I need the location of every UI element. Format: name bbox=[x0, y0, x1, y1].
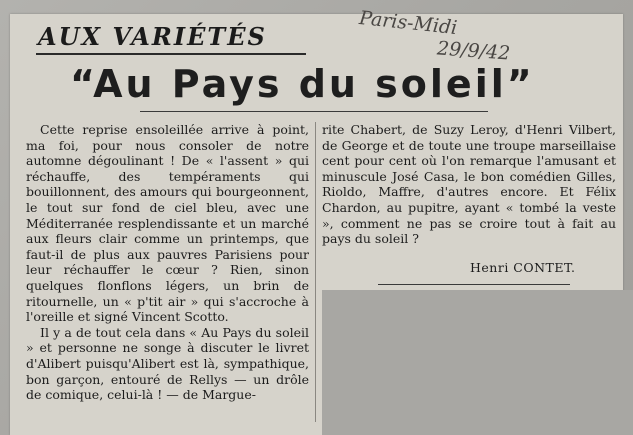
handwritten-date: 29/9/42 bbox=[436, 37, 511, 65]
article-paragraph: Cette reprise ensoleillée arrive à point, ma foi, pour nous consoler de notre automne dégoulinant ! De « l'assent » qui réchauffe, des tempéraments qui bouillonnent, des amours qui bourgeonnent, le tout sur fond de ciel bleu, avec une Méditerranée resplendissante et un marché aux fleurs clair comme un printemps, que faut-il de plus aux pauvres Parisiens pour leur réchauffer le cœur ? Rien, sinon quelques flonflons légers, un brin de ritournelle, un « p'tit air » qui s'accroche à l'oreille et signé Vincent Scotto. bbox=[26, 122, 309, 325]
column-divider bbox=[315, 122, 316, 422]
article-author: Henri CONTET. bbox=[470, 260, 576, 275]
handwritten-annotation bbox=[355, 6, 555, 70]
article-paragraph: rite Chabert, de Suzy Leroy, d'Henri Vilbert, de George et de toute une troupe marseillaise cent pour cent où l'on remarque l'amusant et minuscule José Casa, le bon comédien Gilles, Rioldo, Maffre, d'autres encore. Et Félix Chardon, au pupitre, ayant « tombé la veste », comment ne pas se croire tout à fait au pays du soleil ? bbox=[322, 122, 616, 247]
article-column-right bbox=[322, 122, 616, 247]
article-column-left bbox=[26, 122, 309, 403]
headline-rule bbox=[140, 111, 488, 112]
clipping-cut-area bbox=[322, 290, 633, 435]
handwritten-source: Paris-Midi bbox=[358, 6, 459, 40]
section-title-underline bbox=[36, 53, 306, 55]
article-paragraph: Il y a de tout cela dans « Au Pays du soleil » et personne ne songe à discuter le livret d'Alibert puisqu'Alibert est là, sympathique, bon garçon, entouré de Rellys — un drôle de comique, celui-là ! — de Margue- bbox=[26, 324, 309, 403]
article-headline: “Au Pays du soleil” bbox=[70, 62, 535, 106]
section-title: AUX VARIÉTÉS bbox=[38, 22, 267, 51]
article-end-rule bbox=[378, 284, 570, 285]
